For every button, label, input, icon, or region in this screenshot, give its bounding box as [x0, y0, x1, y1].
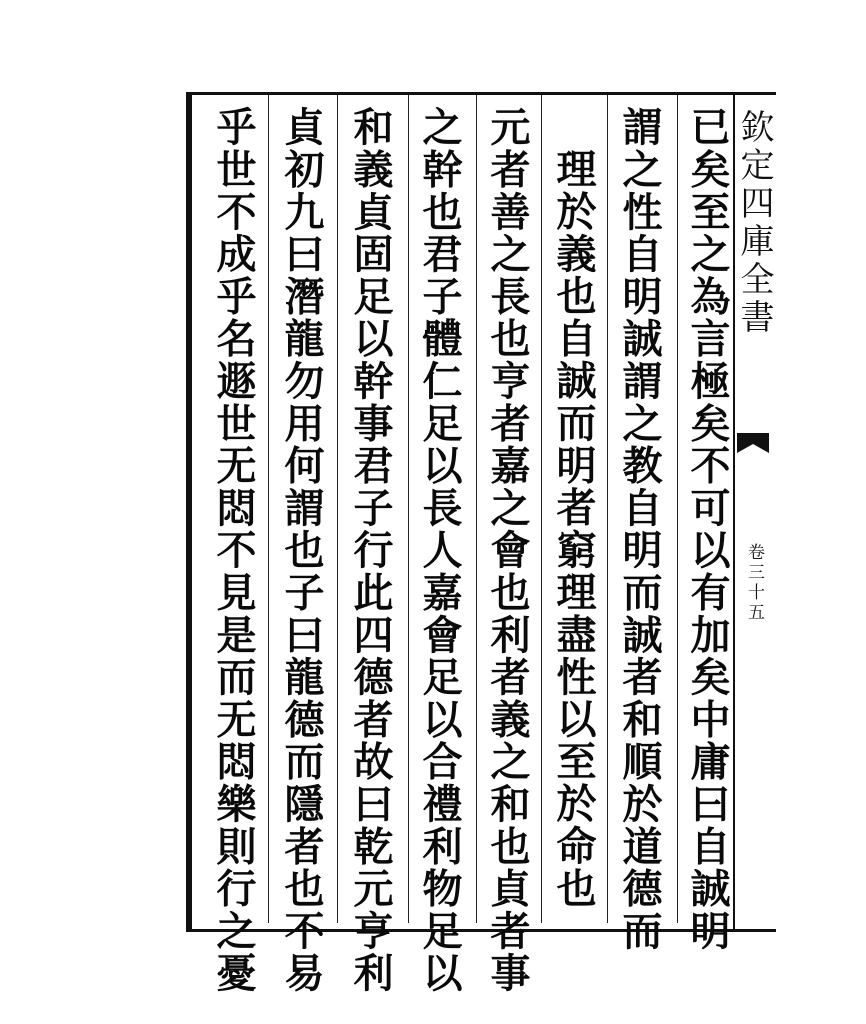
column-rule: [607, 95, 608, 923]
column-rule: [337, 95, 338, 923]
text-column-3: 理於義也自誠而明者窮理盡性以至於命也: [550, 148, 597, 910]
text-column-1: 已矣至之為言極矣不可以有加矣中庸曰自誠明: [684, 106, 731, 952]
text-column-4: 元者善之長也亨者嘉之會也利者義之和也貞者事: [484, 106, 531, 995]
column-rule: [408, 95, 409, 923]
text-column-2: 謂之性自明誠謂之教自明而誠者和順於道德而: [616, 106, 663, 952]
column-rule: [677, 95, 678, 923]
column-rule: [476, 95, 477, 923]
text-column-7: 貞初九曰潛龍勿用何謂也子曰龍德而隱者也不易: [278, 106, 325, 995]
collection-title: 欽定四庫全書: [734, 109, 774, 337]
fishtail-mark-icon: [737, 433, 769, 453]
text-column-6: 和義貞固足以幹事君子行此四德者故曰乾元亨利: [347, 106, 394, 995]
column-rule: [541, 95, 542, 923]
margin-strip: [733, 92, 773, 932]
column-rule: [268, 95, 269, 923]
text-column-8: 乎世不成乎名遯世无悶不見是而无悶樂則行之憂: [210, 106, 257, 995]
text-column-5: 之幹也君子體仁足以長人嘉會足以合禮利物足以: [416, 106, 463, 995]
volume-number: 卷三十五: [744, 543, 764, 623]
